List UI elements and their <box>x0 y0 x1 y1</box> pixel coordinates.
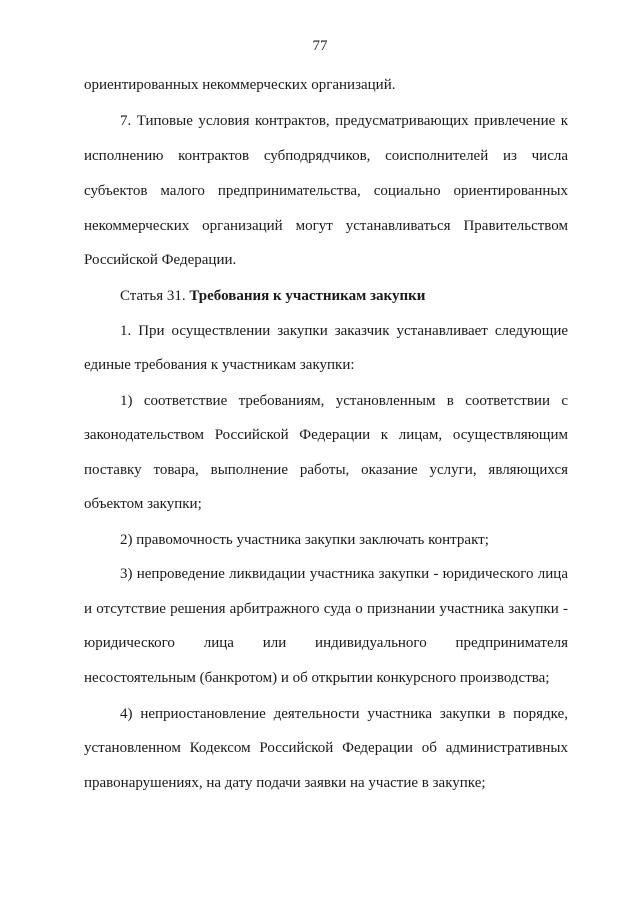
text-line: 2) правомочность участника закупки заключать контракт; <box>120 532 489 548</box>
text-line: 1) соответствие требованиям, установленным в соответствии с <box>120 393 568 409</box>
text-line: 4) неприостановление деятельности участника закупки в порядке, <box>120 706 568 722</box>
text-line: Российской Федерации. <box>84 252 237 268</box>
text-line: субъектов малого предпринимательства, социально ориентированных <box>84 183 568 199</box>
text-line: установленном Кодексом Российской Федерации об административных <box>84 740 568 756</box>
text-line: и отсутствие решения арбитражного суда о признании участника закупки - <box>84 601 568 617</box>
article-title: Требования к участникам закупки <box>189 288 426 304</box>
text-line: 3) непроведение ликвидации участника закупки - юридического лица <box>120 566 568 582</box>
text-line: единые требования к участникам закупки: <box>84 357 355 373</box>
text-line: правонарушениях, на дату подачи заявки на участие в закупке; <box>84 775 486 791</box>
text-line: несостоятельным (банкротом) и об открытии конкурсного производства; <box>84 670 550 686</box>
page-number: 77 <box>312 38 328 54</box>
article-heading <box>120 287 425 305</box>
text-line: 1. При осуществлении закупки заказчик устанавливает следующие <box>120 323 568 339</box>
text-line: 7. Типовые условия контрактов, предусматривающих привлечение к <box>120 113 568 129</box>
text-line: объектом закупки; <box>84 496 202 512</box>
text-line: юридического лица или индивидуального предпринимателя <box>84 635 568 651</box>
text-line: законодательством Российской Федерации к лицам, осуществляющим <box>84 427 568 443</box>
text-line: исполнению контрактов субподрядчиков, соисполнителей из числа <box>84 148 568 164</box>
text-line: поставку товара, выполнение работы, оказание услуги, являющихся <box>84 462 568 478</box>
text-line: некоммерческих организаций могут устанавливаться Правительством <box>84 218 568 234</box>
text-line: ориентированных некоммерческих организаций. <box>84 77 396 93</box>
article-number: Статья 31. <box>120 288 190 304</box>
